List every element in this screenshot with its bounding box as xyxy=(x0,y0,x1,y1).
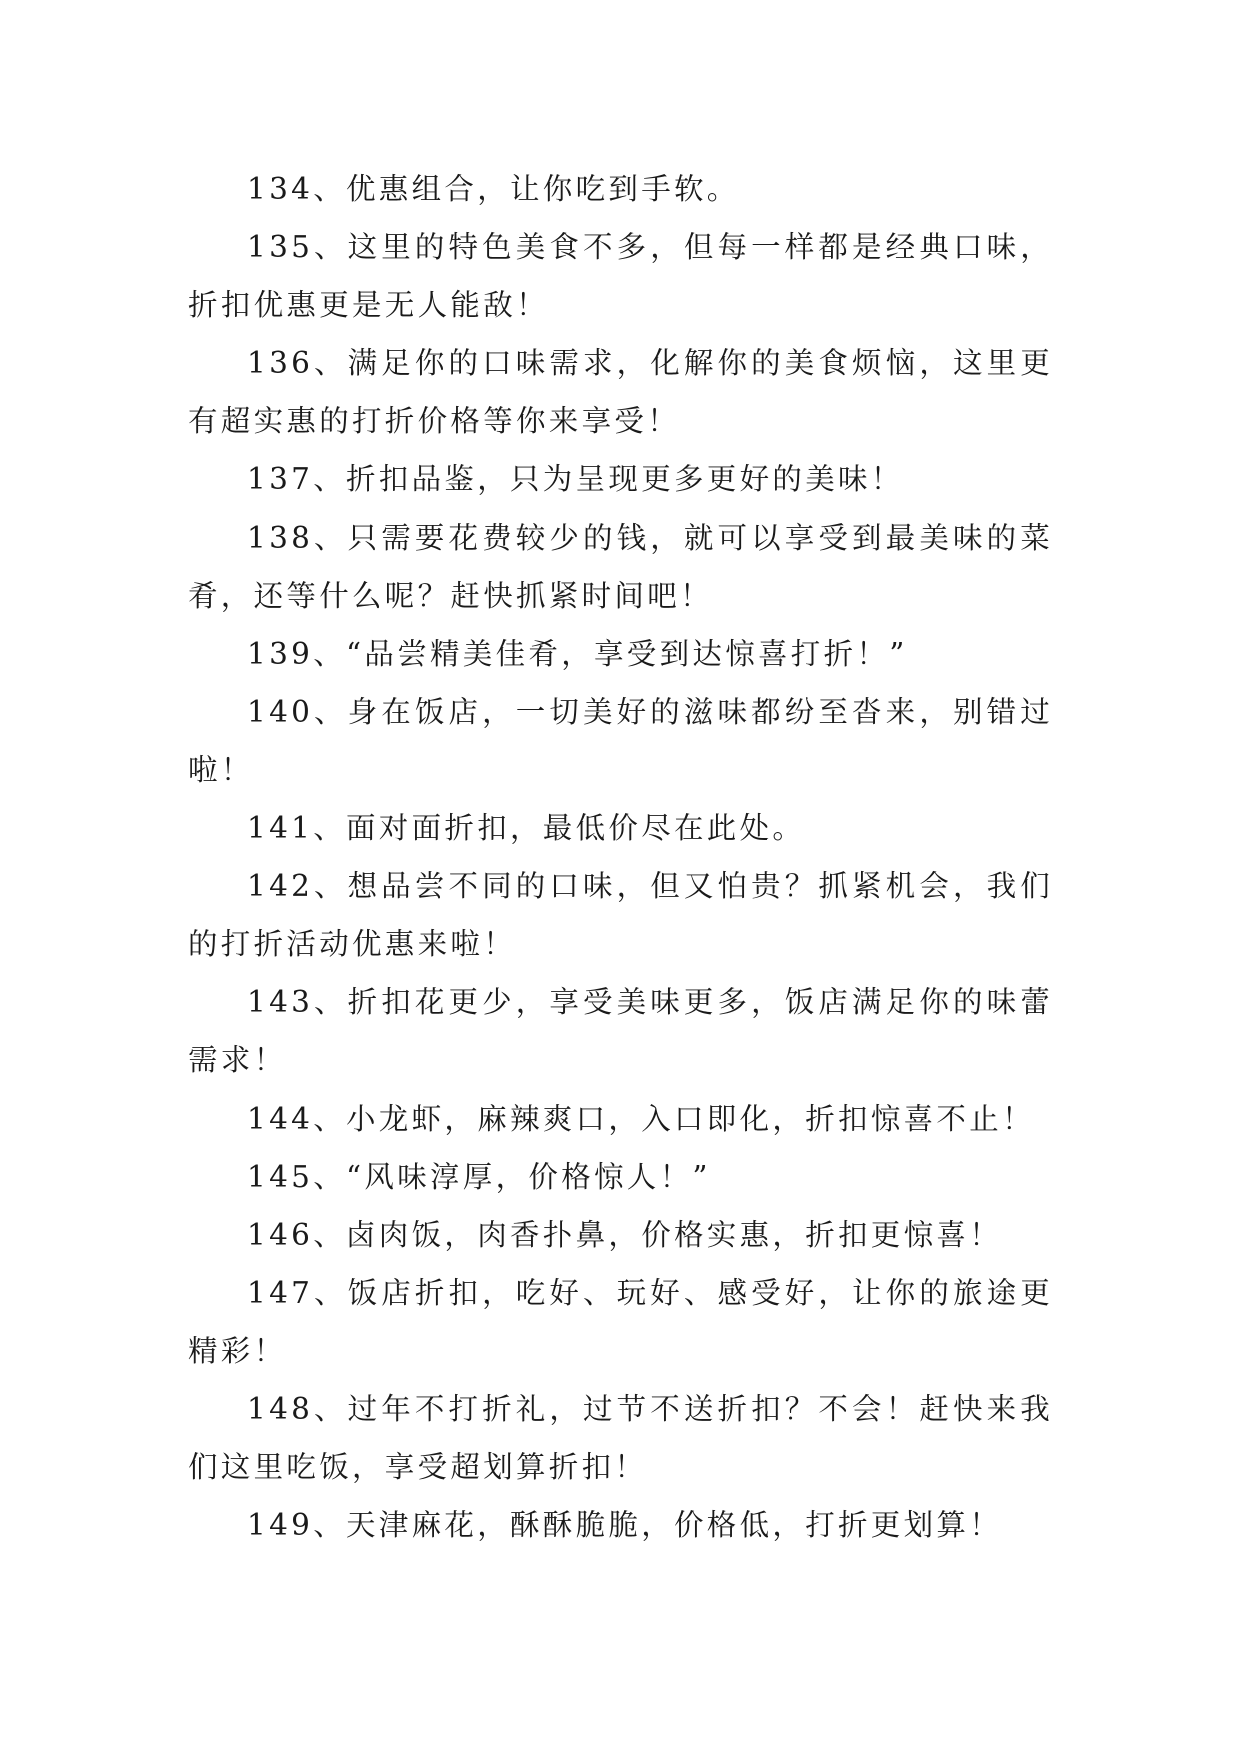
slogan-paragraph-134: 134、优惠组合，让你吃到手软。 xyxy=(247,172,740,206)
document-body xyxy=(188,160,1053,1554)
slogan-paragraph-148: 148、过年不打折礼，过节不送折扣？不会！赶快来我们这里吃饭，享受超划算折扣！ xyxy=(188,1391,1053,1485)
slogan-paragraph-136: 136、满足你的口味需求，化解你的美食烦恼，这里更有超实惠的打折价格等你来享受！ xyxy=(188,346,1053,439)
slogan-paragraph-137: 137、折扣品鉴，只为呈现更多更好的美味！ xyxy=(247,462,904,497)
slogan-paragraph-139: 139、“品尝精美佳肴，享受到达惊喜打折！” xyxy=(247,636,908,671)
slogan-paragraph-149: 149、天津麻花，酥酥脆脆，价格低，打折更划算！ xyxy=(247,1508,1003,1543)
slogan-paragraph-135: 135、这里的特色美食不多，但每一样都是经典口味，折扣优惠更是无人能敌！ xyxy=(188,230,1053,323)
slogan-paragraph-143: 143、折扣花更少，享受美味更多，饭店满足你的味蕾需求！ xyxy=(188,985,1053,1078)
slogan-paragraph-142: 142、想品尝不同的口味，但又怕贵？抓紧机会，我们的打折活动优惠来啦！ xyxy=(188,869,1053,962)
slogan-paragraph-147: 147、饭店折扣，吃好、玩好、感受好，让你的旅途更精彩！ xyxy=(188,1275,1053,1368)
slogan-paragraph-144: 144、小龙虾，麻辣爽口，入口即化，折扣惊喜不止！ xyxy=(247,1101,1035,1136)
slogan-paragraph-146: 146、卤肉饭，肉香扑鼻，价格实惠，折扣更惊喜！ xyxy=(247,1217,1003,1252)
slogan-paragraph-141: 141、面对面折扣，最低价尽在此处。 xyxy=(247,811,806,846)
slogan-paragraph-140: 140、身在饭店，一切美好的滋味都纷至沓来，别错过啦！ xyxy=(188,694,1053,787)
slogan-paragraph-138: 138、只需要花费较少的钱，就可以享受到最美味的菜肴，还等什么呢？赶快抓紧时间吧！ xyxy=(188,520,1053,613)
slogan-paragraph-145: 145、“风味淳厚，价格惊人！” xyxy=(247,1159,711,1194)
